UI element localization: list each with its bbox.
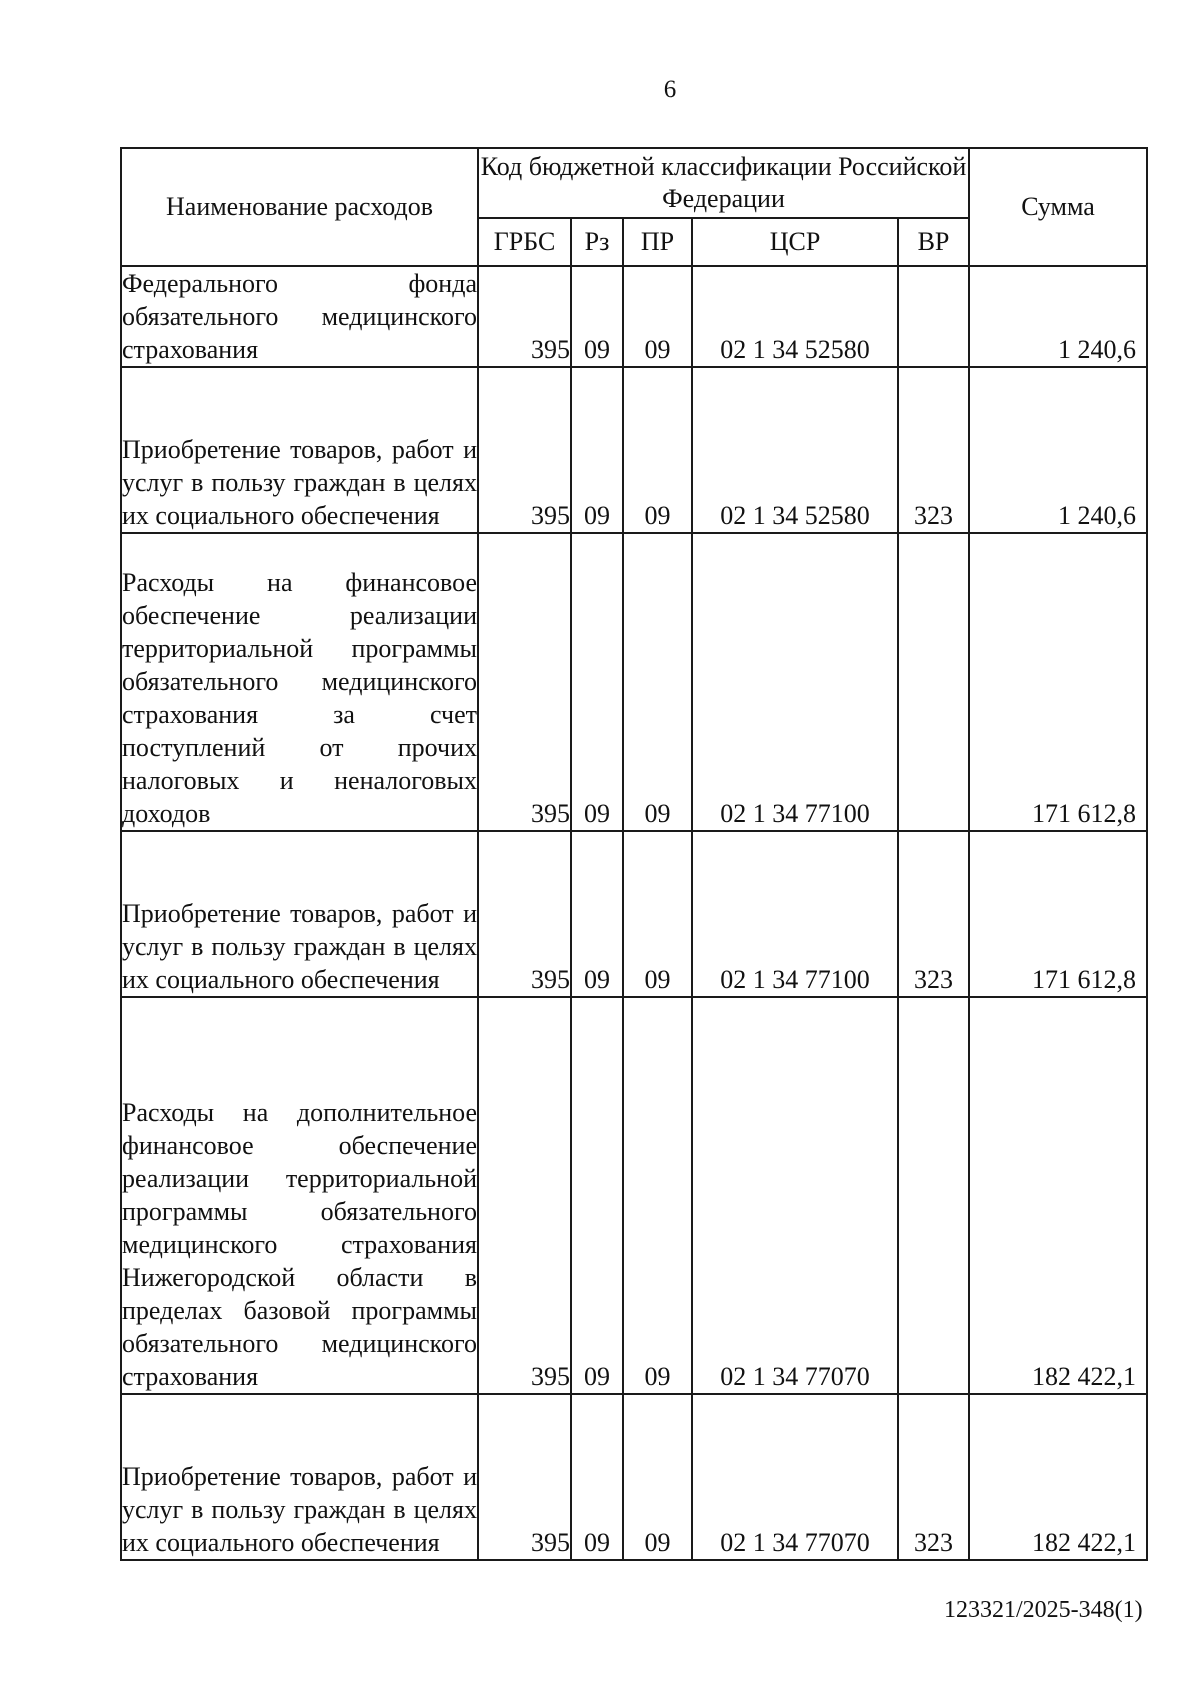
expense-name: Расходы на дополнительное финансовое обеспечение реализации территориальной программы обязательного медицинского страхования Нижегородской области в пределах базовой программы обязательного медицинского страхования: [121, 997, 478, 1394]
pr-cell: 09: [623, 266, 692, 367]
sum-cell: 182 422,1: [969, 997, 1147, 1394]
csr-cell: 02 1 34 77100: [692, 533, 898, 831]
expense-name: Расходы на финансовое обеспечение реализации территориальной программы обязательного медицинского страхования за счет поступлений от прочих налоговых и неналоговых доходов: [121, 533, 478, 831]
sum-cell: 1 240,6: [969, 367, 1147, 533]
rz-cell: 09: [571, 1394, 623, 1560]
table-row: [121, 997, 1147, 1394]
sum-cell: 182 422,1: [969, 1394, 1147, 1560]
grbs-cell: 395: [478, 533, 571, 831]
rz-cell: 09: [571, 367, 623, 533]
grbs-cell: 395: [478, 831, 571, 997]
sum-cell: 1 240,6: [969, 266, 1147, 367]
header-pr: ПР: [623, 218, 692, 266]
grbs-cell: 395: [478, 266, 571, 367]
header-name: Наименование расходов: [121, 148, 478, 266]
grbs-cell: 395: [478, 997, 571, 1394]
header-vr: ВР: [898, 218, 969, 266]
csr-cell: 02 1 34 77100: [692, 831, 898, 997]
budget-table: [120, 147, 1148, 1561]
rz-cell: 09: [571, 266, 623, 367]
sum-cell: 171 612,8: [969, 533, 1147, 831]
csr-cell: 02 1 34 52580: [692, 367, 898, 533]
csr-cell: 02 1 34 77070: [692, 997, 898, 1394]
table-row: [121, 1394, 1147, 1560]
vr-cell: 323: [898, 1394, 969, 1560]
rz-cell: 09: [571, 533, 623, 831]
vr-cell: [898, 266, 969, 367]
header-grbs: ГРБС: [478, 218, 571, 266]
vr-cell: 323: [898, 367, 969, 533]
table-row: [121, 266, 1147, 367]
document-id: 123321/2025-348(1): [944, 1597, 1143, 1623]
expense-name: Приобретение товаров, работ и услуг в пользу граждан в целях их социального обеспечения: [121, 367, 478, 533]
pr-cell: 09: [623, 831, 692, 997]
pr-cell: 09: [623, 1394, 692, 1560]
header-sum: Сумма: [969, 148, 1147, 266]
rz-cell: 09: [571, 997, 623, 1394]
table-row: [121, 367, 1147, 533]
header-code-group: Код бюджетной классификации Российской Федерации: [478, 148, 969, 218]
grbs-cell: 395: [478, 1394, 571, 1560]
vr-cell: [898, 533, 969, 831]
pr-cell: 09: [623, 997, 692, 1394]
pr-cell: 09: [623, 367, 692, 533]
csr-cell: 02 1 34 52580: [692, 266, 898, 367]
page-number: 6: [663, 76, 677, 103]
pr-cell: 09: [623, 533, 692, 831]
expense-name: Федерального фонда обязательного медицинского страхования: [121, 266, 478, 367]
sum-cell: 171 612,8: [969, 831, 1147, 997]
table-row: [121, 533, 1147, 831]
vr-cell: [898, 997, 969, 1394]
vr-cell: 323: [898, 831, 969, 997]
expense-name: Приобретение товаров, работ и услуг в пользу граждан в целях их социального обеспечения: [121, 831, 478, 997]
header-csr: ЦСР: [692, 218, 898, 266]
header-rz: Рз: [571, 218, 623, 266]
csr-cell: 02 1 34 77070: [692, 1394, 898, 1560]
table-row: [121, 831, 1147, 997]
grbs-cell: 395: [478, 367, 571, 533]
rz-cell: 09: [571, 831, 623, 997]
expense-name: Приобретение товаров, работ и услуг в пользу граждан в целях их социального обеспечения: [121, 1394, 478, 1560]
